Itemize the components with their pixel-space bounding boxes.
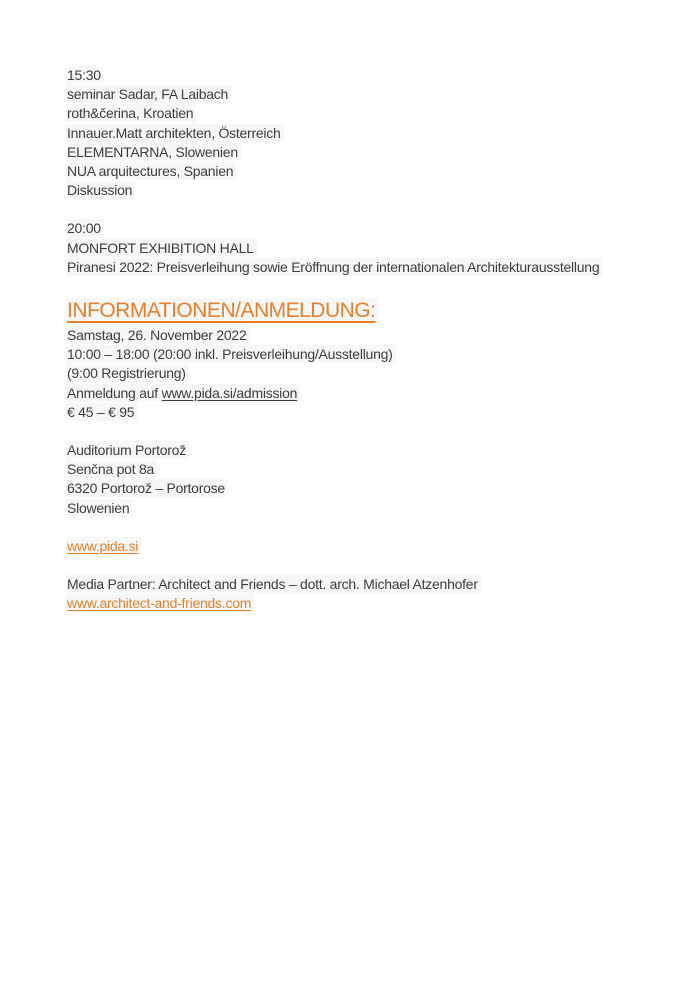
session-entry: Diskussion (66, 181, 690, 200)
session-entry: roth&čerina, Kroatien (66, 104, 690, 123)
admission-prefix: Anmeldung auf (67, 384, 162, 401)
event-hours: 10:00 – 18:00 (20:00 inkl. Preisverleihung/Ausstellung) (66, 345, 690, 364)
afternoon-session-block (66, 66, 690, 200)
website-block (66, 537, 690, 556)
evening-session-block (66, 219, 690, 277)
info-heading: INFORMATIONEN/ANMELDUNG: (66, 296, 690, 326)
session-entry: NUA arquitectures, Spanien (66, 162, 690, 181)
registration-time: (9:00 Registrierung) (66, 364, 690, 383)
venue-country: Slowenien (66, 499, 690, 518)
session-time: 20:00 (66, 219, 690, 238)
venue-name: Auditorium Portorož (66, 441, 690, 460)
admission-line (66, 384, 690, 403)
venue-street: Senčna pot 8a (66, 460, 690, 479)
admission-link[interactable]: www.pida.si/admission (161, 384, 298, 401)
website-link[interactable]: www.pida.si (67, 537, 139, 554)
venue-city: 6320 Portorož – Portorose (66, 479, 690, 498)
session-time: 15:30 (66, 66, 690, 85)
media-partner-block (66, 575, 690, 613)
venue-address-block (66, 441, 690, 518)
media-partner-link[interactable]: www.architect-and-friends.com (67, 595, 252, 612)
session-entry: seminar Sadar, FA Laibach (66, 85, 690, 104)
session-entry: Innauer.Matt architekten, Österreich (66, 124, 690, 143)
session-venue: MONFORT EXHIBITION HALL (66, 239, 690, 258)
price-range: € 45 – € 95 (66, 403, 690, 422)
event-date: Samstag, 26. November 2022 (66, 326, 690, 345)
session-entry: ELEMENTARNA, Slowenien (66, 143, 690, 162)
media-partner-text: Media Partner: Architect and Friends – dott. arch. Michael Atzenhofer (66, 575, 690, 594)
session-description: Piranesi 2022: Preisverleihung sowie Eröffnung der internationalen Architekturausstellung (66, 258, 690, 277)
registration-info-block (66, 326, 690, 422)
